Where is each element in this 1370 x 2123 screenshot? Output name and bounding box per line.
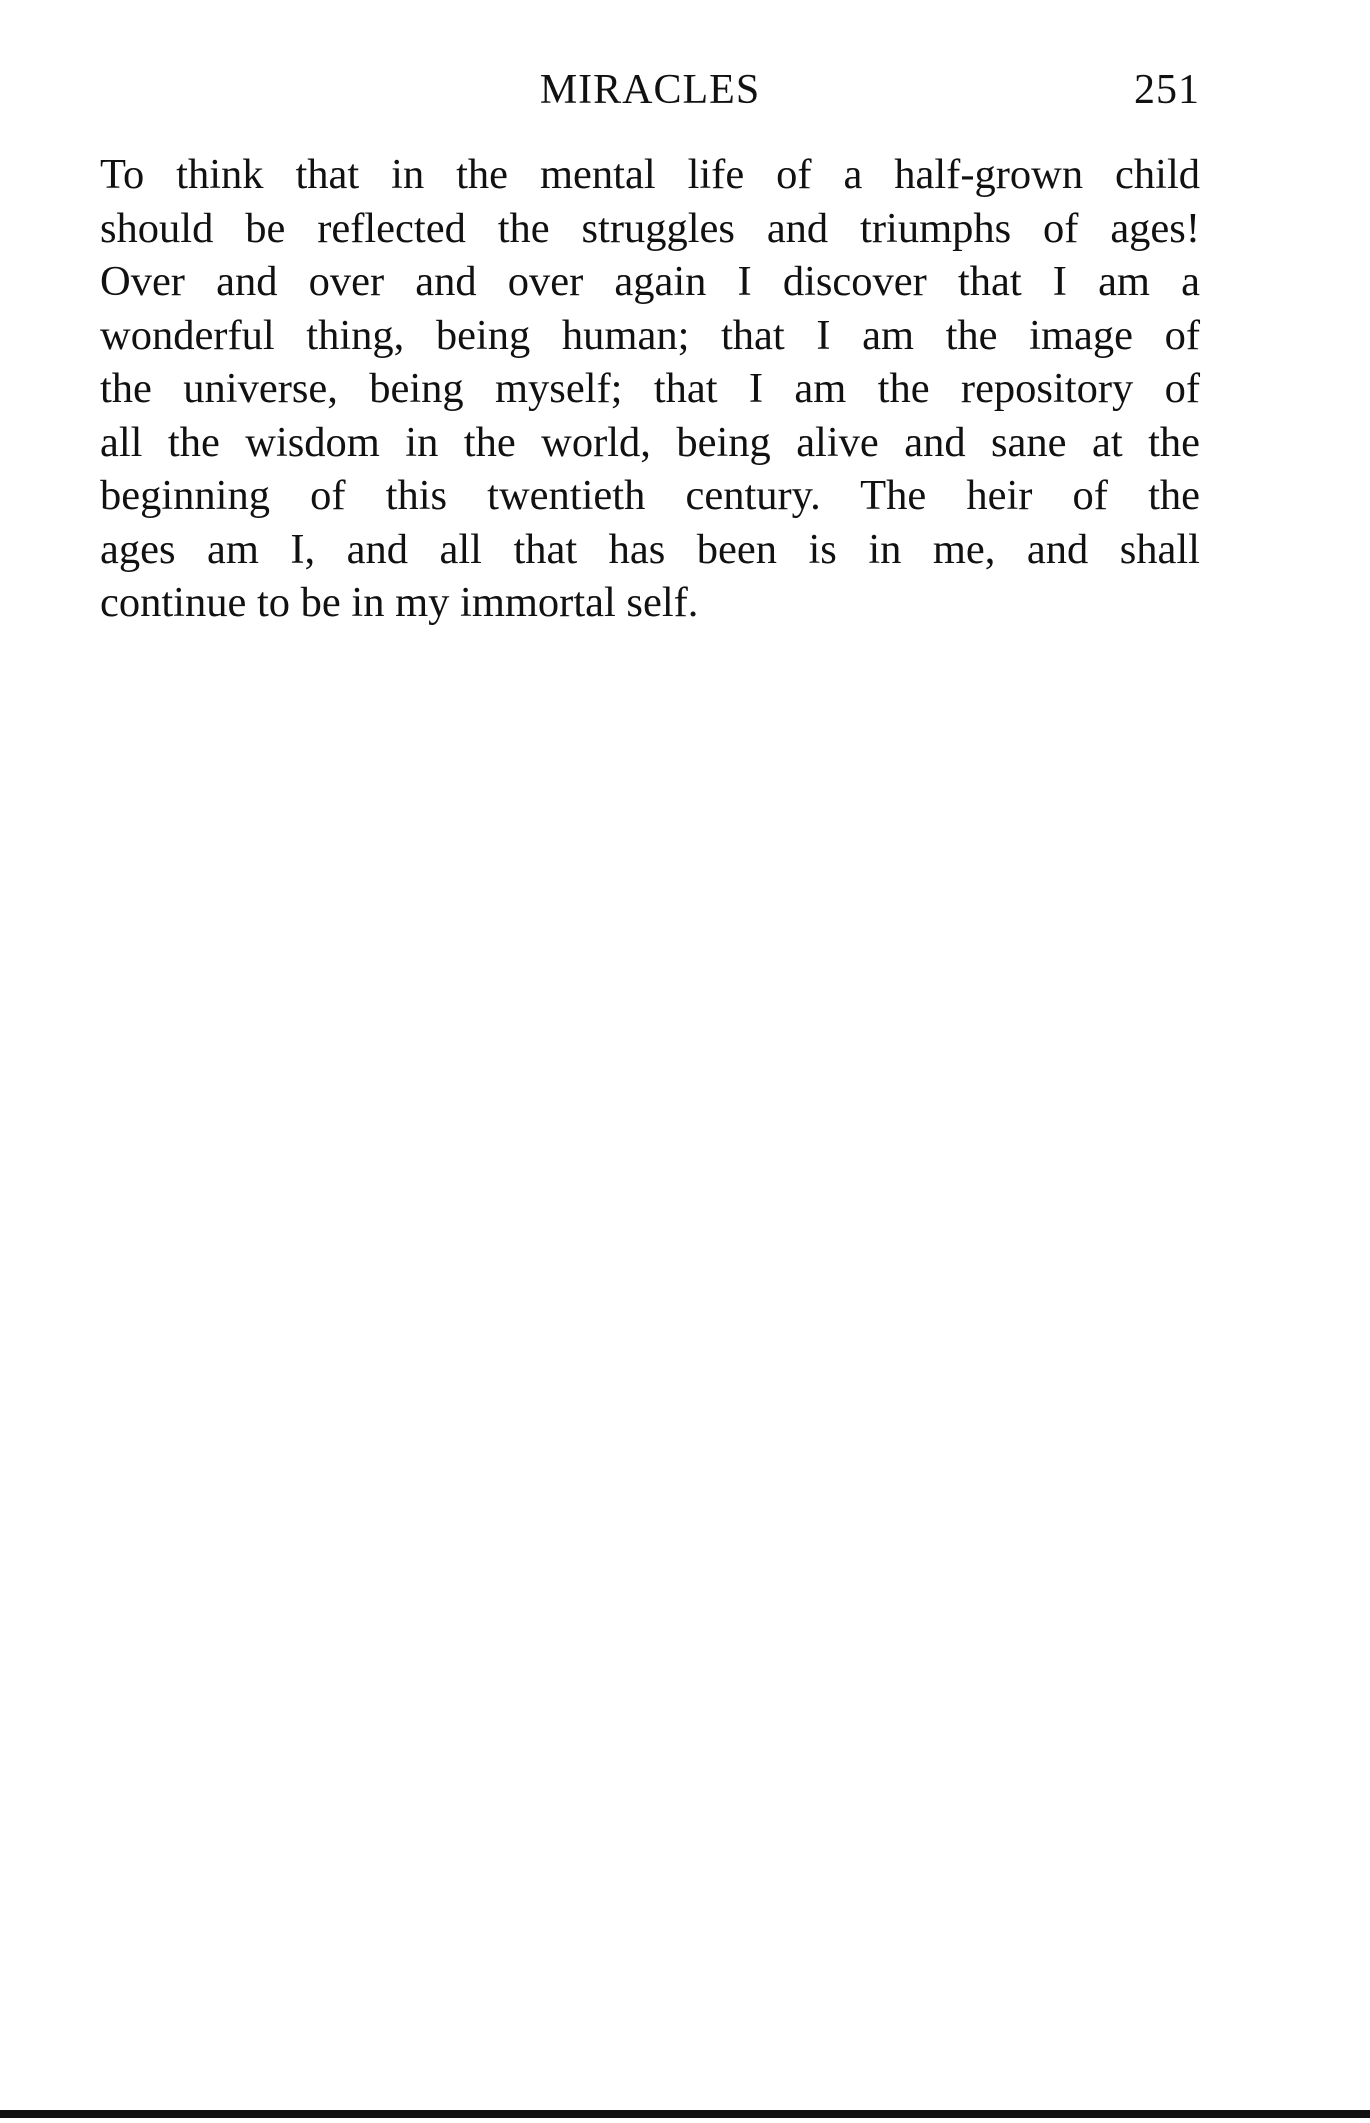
text-line: beginning of this twentieth century. The heir of the [100, 472, 1200, 519]
text-line: Over and over and over again I discover that I am a [100, 258, 1200, 305]
text-line: wonderful thing, being human; that I am the image of [100, 311, 1200, 359]
page-number: 251 [1134, 67, 1200, 113]
scan-edge-rule [0, 2110, 1370, 2118]
running-title: MIRACLES [539, 67, 761, 113]
text-line: ages am I, and all that has been is in me, and shall [100, 525, 1200, 573]
text-line: To think that in the mental life of a half-grown child [100, 151, 1200, 198]
body-paragraph [100, 148, 1200, 630]
text-line: should be reflected the struggles and triumphs of ages! [100, 204, 1200, 252]
text-line: the universe, being myself; that I am the repository of [100, 365, 1200, 412]
text-line: all the wisdom in the world, being alive and sane at the [100, 418, 1200, 466]
running-head [100, 60, 1200, 120]
text-line: continue to be in my immortal self. [100, 579, 699, 626]
